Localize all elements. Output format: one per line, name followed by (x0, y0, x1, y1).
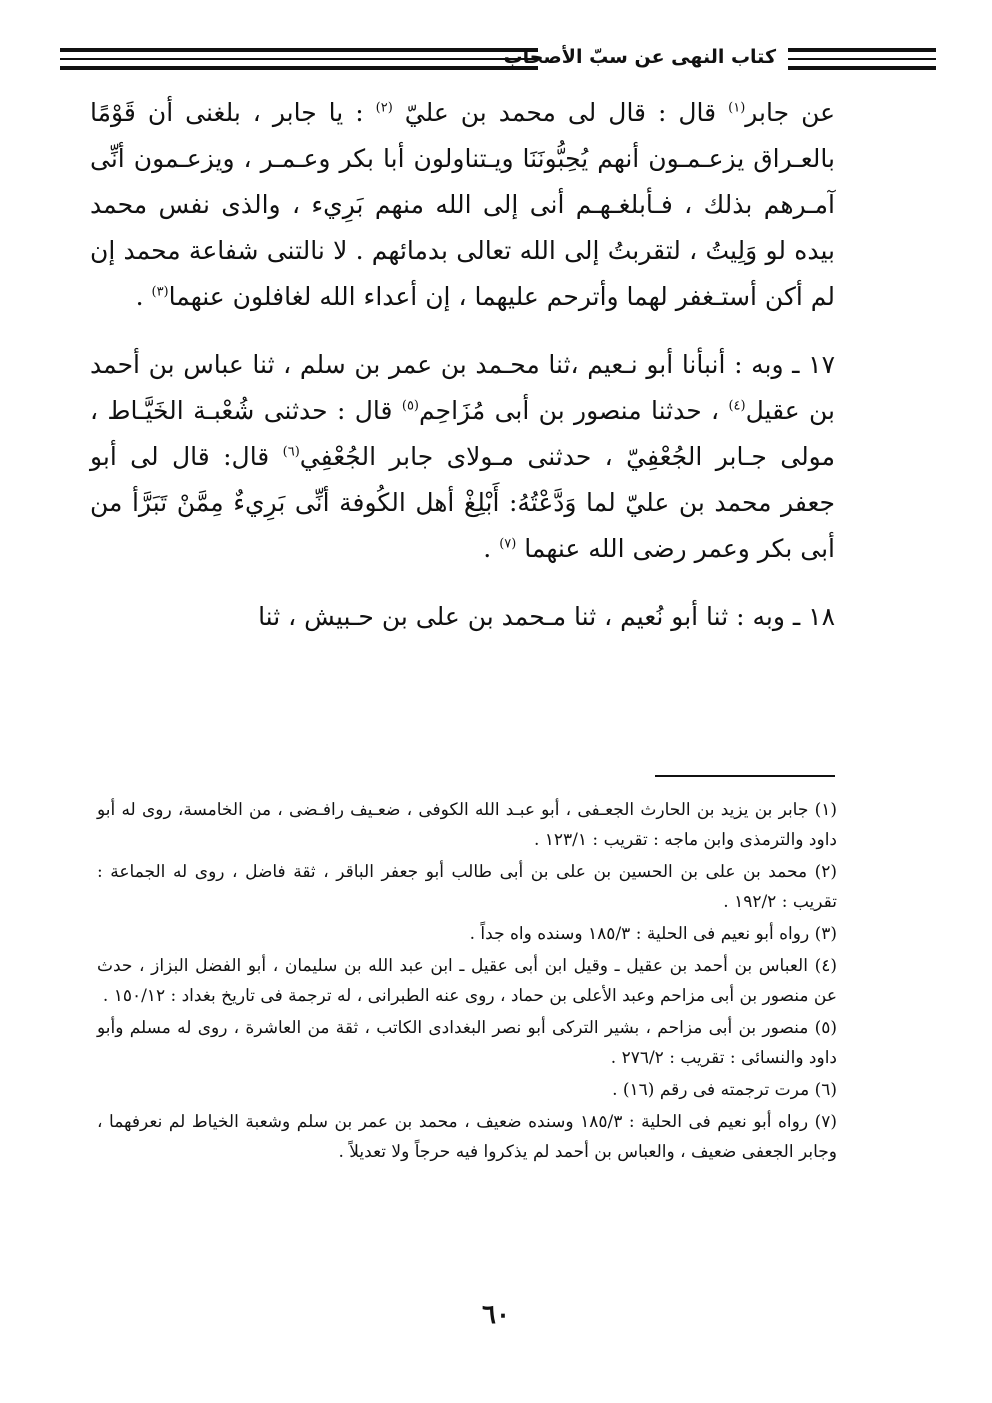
footnote-4: (٤) العباس بن أحمد بن عقيل ـ وقيل ابن أبى عقيل ـ ابن عبد الله بن سليمان ، أبو الفضل البزاز ، حدث عن منصور بن أبى مزاحم وعبد الأعلى بن حماد ، روى عنه الطبرانى ، له ترجمة فى تاريخ بغداد : ١٥٠/١٢ . (97, 956, 837, 1006)
footnote-1: (١) جابر بن يزيد بن الحارث الجعـفى ، أبو عبـد الله الكوفى ، ضعـيف رافـضى ، من الخامسة، روى له أبو داود والترمذى وابن ماجه : تقريب : ١٢٣/١ . (97, 800, 837, 850)
footnote-5: (٥) منصور بن أبى مزاحم ، بشير التركى أبو نصر البغدادى الكاتب ، ثقة من العاشرة ، روى له مسلم وأبو داود والنسائى : تقريب : ٢٧٦/٢ . (97, 1018, 837, 1068)
paragraph (90, 342, 835, 572)
paragraph (90, 90, 835, 320)
footnote-3: (٣) رواه أبو نعيم فى الحلية : ١٨٥/٣ وسنده واه جداً . (469, 924, 837, 944)
text-run: . (135, 282, 152, 311)
text-run: قال: قال لى أبو جعفر محمد بن عليّ لما وَدَّعْتُهُ: أَبْلِغْ أهل الكُوفة أنِّى بَرِيءٌ مِمَّنْ تَبَرَّأ من أبى بكر وعمر رضى الله عنهما (90, 442, 835, 563)
text-run: : يا جابر ، بلغنى أن قَوْمًا بالعـراق يزعـمـون أنهم يُحِبُّونَنَا ويـتناولون أبا بكر وعـمـر ، ويزعـمون أنِّى آمـرهم بذلك ، فـأبلغـهـم أنى إلى الله منهم بَرِيء ، والذى نفس محمد بيده لو وَلِيتُ ، لتقربتُ إلى الله تعالى بدمائهم . لا نالتنى شفاعة محمد إن لم أكن أستـغفر لهما وأترحم عليهما ، إن أعداء الله لغافلون عنهما (90, 98, 835, 311)
footnote-7: (٧) رواه أبو نعيم فى الحلية : ١٨٥/٣ وسنده ضعيف ، محمد بن عمر بن سلم وشعبة الخياط لم نعرفهما ، وجابر الجعفى ضعيف ، والعباس بن أحمد لم يذكروا فيه حرجاً ولا تعديلاً . (97, 1112, 837, 1162)
footnote-ref: (٧) (499, 536, 517, 552)
running-header (60, 44, 936, 78)
footnote-ref: (٤) (728, 398, 746, 414)
footnote-ref: (١) (728, 100, 746, 116)
text-run: ، حدثنا منصور بن أبى مُزَاحِم (419, 396, 729, 425)
footnote-2: (٢) محمد بن على بن الحسين بن على بن أبى طالب أبو جعفر الباقر ، ثقة فاضل ، روى له الجماعة : تقريب : ١٩٢/٢ . (97, 862, 837, 912)
footnote-separator (655, 775, 835, 777)
footnote-ref: (٢) (375, 100, 393, 116)
footnote-ref: (٣) (151, 284, 169, 300)
page-number: ٦٠ (482, 1300, 510, 1330)
footnote-6: (٦) مرت ترجمته فى رقم (١٦) . (612, 1080, 837, 1100)
text-run: عن جابر (745, 98, 836, 127)
text-run: قال : حدثنى شُعْبـة الخَيَّـاط ، مولى جـابر الجُعْفِيّ ، حدثنى مـولاى جابر الجُعْفِي (90, 396, 835, 471)
footnote-ref: (٦) (282, 444, 300, 460)
header-title: كتاب النهى عن سبّ الأصحاب (503, 46, 776, 68)
text-run: . (483, 534, 500, 563)
header-rule-right (788, 48, 936, 70)
footnotes (97, 795, 837, 1169)
main-text (90, 90, 835, 640)
header-rule-left (60, 48, 538, 70)
text-run: قال : قال لى محمد بن عليّ (392, 98, 729, 127)
text-run: ١٧ ـ وبه : أنبأنا أبو نـعيم ،ثنا محـمد بن عمر بن سلم ، ثنا عباس بن أحمد بن عقيل (90, 350, 835, 425)
text-run: ١٨ ـ وبه : ثنا أبو نُعيم ، ثنا مـحمد بن على بن حـبيش ، ثنا (258, 602, 835, 631)
paragraph (90, 594, 835, 640)
footnote-ref: (٥) (401, 398, 419, 414)
